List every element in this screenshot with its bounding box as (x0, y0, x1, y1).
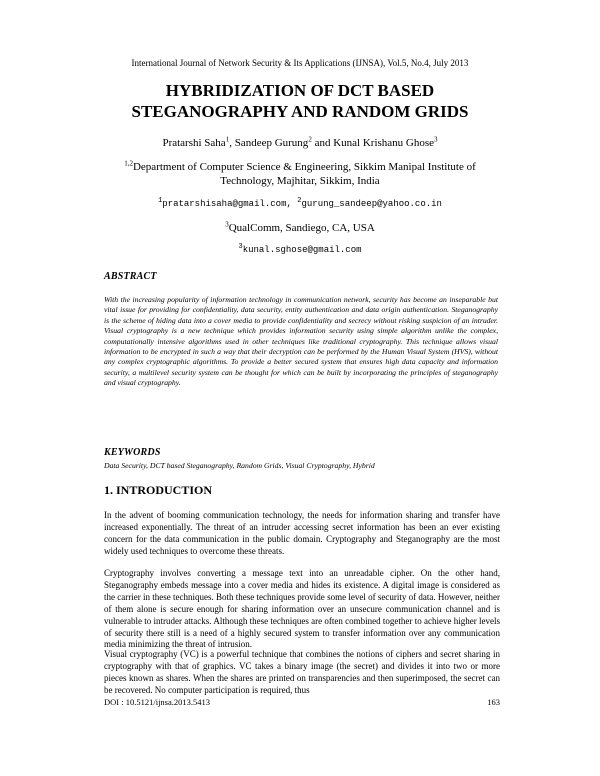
affiliation-2-sup: 3 (225, 220, 229, 229)
intro-paragraph-1: In the advent of booming communication technology, the needs for information sharing and transfer have increased exponentially. The threat of an intruder accessing secret information has been an ever existing concern for the data communication in the public domain. Cryptography and Steganography are the most widely used techniques to overcome these threats. (104, 510, 500, 556)
email-3[interactable]: kunal.sghose@gmail.com (242, 245, 362, 255)
author-list (0, 137, 600, 149)
author-1-sup: 1 (225, 135, 230, 144)
keywords-text: Data Security, DCT based Steganography, Random Grids, Visual Cryptography, Hybrid (104, 461, 375, 470)
paper-title (0, 80, 600, 122)
abstract-heading: ABSTRACT (104, 271, 157, 282)
email-1-sup: 1 (158, 197, 163, 205)
email-3-sup: 3 (238, 243, 243, 251)
journal-header: International Journal of Network Security & Its Applications (IJNSA), Vol.5, No.4, July 2013 (131, 58, 469, 68)
intro-paragraph-2: Cryptography involves converting a message text into an unreadable cipher. On the other hand, Steganography embeds message into a cover media and hides its existence. A digital image is considered as the carrier in these techniques. Both these techniques provide some level of security of data. However, neither of them alone is secure enough for sharing information over an unsecure communication channel and is vulnerable to intruder attacks. Although these techniques are often combined together to achieve higher levels of security there still is a need of a highly secured system to transfer information over any communication media minimizing the threat of intrusion. (104, 568, 500, 650)
doi-text: DOI : 10.5121/ijnsa.2013.5413 (104, 697, 211, 707)
intro-paragraph-3: Visual cryptography (VC) is a powerful technique that combines the notions of ciphers and secret sharing in cryptography with that of graphics. VC takes a binary image (the secret) and divides it into two or more pieces known as shares. When the shares are printed on transparencies and then superimposed, the secret can be recovered. No computer participation is required, thus (104, 649, 500, 695)
introduction-heading: 1. INTRODUCTION (104, 483, 213, 497)
author-separator: and (311, 137, 334, 149)
affiliation-1-line-1: Department of Computer Science & Engineering, Sikkim Manipal Institute of (132, 161, 476, 173)
email-1[interactable]: pratarshisaha@gmail.com, (162, 199, 298, 209)
author-3-sup: 3 (434, 135, 438, 144)
affiliation-1-sup: 1,2 (124, 159, 133, 168)
keywords-heading: KEYWORDS (104, 447, 161, 458)
author-separator: , (229, 137, 235, 149)
author-2: Sandeep Gurung (234, 137, 309, 149)
title-line-2: STEGANOGRAPHY AND RANDOM GRIDS (131, 102, 469, 121)
abstract-text: With the increasing popularity of information technology in communication network, security has become an inseparable but vital issue for providing for confidentiality, data security, entity authentication and data origin authentication. Steganography is the scheme of hiding data into a cover media to provide confidentiality and secrecy without risking suspicion of an intruder. Visual cryptography is a new technique which provides information security using simple algorithm unlike the complex, computationally intensive algorithms used in other techniques like traditional cryptography. This technique allows visual information to be encrypted in such a way that their decryption can be performed by the Human Visual System (HVS), without any complex cryptographic algorithms. To provide a better secured system that ensures high data capacity and information security, a multilevel security system can be thought for which can be built by incorporating the principles of steganography and visual cryptography. (104, 295, 498, 388)
affiliation-1 (0, 160, 600, 188)
emails-1 (0, 199, 600, 209)
email-2[interactable]: gurung_sandeep@yahoo.co.in (301, 199, 442, 209)
title-line-1: HYBRIDIZATION OF DCT BASED (165, 81, 435, 100)
emails-2 (0, 245, 600, 255)
author-3: Kunal Krishanu Ghose (333, 137, 435, 149)
author-2-sup: 2 (308, 135, 312, 144)
author-1: Pratarshi Saha (162, 137, 226, 149)
page-number: 163 (487, 697, 500, 707)
email-2-sup: 2 (297, 197, 302, 205)
affiliation-2 (0, 222, 600, 234)
affiliation-1-line-2: Technology, Majhitar, Sikkim, India (220, 175, 380, 187)
affiliation-2-text: QualComm, Sandiego, CA, USA (228, 222, 375, 234)
